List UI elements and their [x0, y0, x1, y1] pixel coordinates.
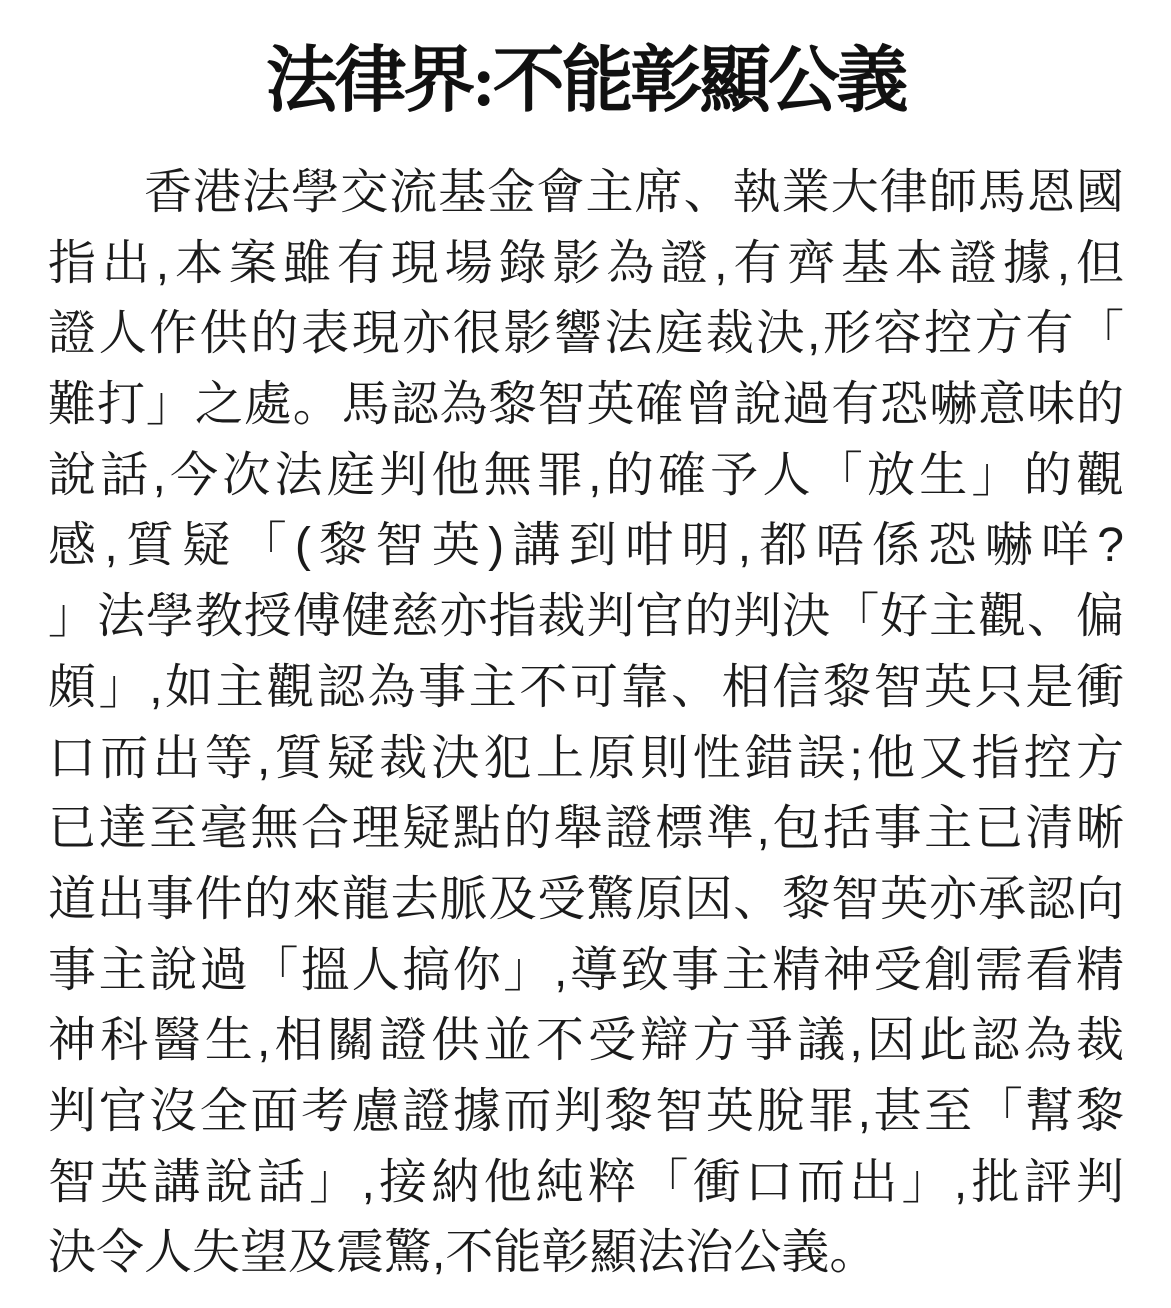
body-line-15: 智英講說話」,接納他純粹「衝口而出」,批評判 [48, 1155, 1124, 1209]
body-line-3: 證人作供的表現亦很影響法庭裁決,形容控方有「 [48, 307, 1124, 361]
body-line-2: 指出,本案雖有現場錄影為證,有齊基本證據,但 [48, 236, 1124, 290]
body-line-4: 難打」之處。馬認為黎智英確曾說過有恐嚇意味的 [48, 378, 1124, 432]
body-line-5: 說話,今次法庭判他無罪,的確予人「放生」的觀 [48, 448, 1124, 502]
body-line-9: 口而出等,質疑裁決犯上原則性錯誤;他又指控方 [48, 731, 1124, 785]
article-headline: 法律界:不能彰顯公義 [265, 41, 906, 121]
body-line-8: 頗」,如主觀認為事主不可靠、相信黎智英只是衝 [48, 660, 1124, 714]
body-line-13: 神科醫生,相關證供並不受辯方爭議,因此認為裁 [48, 1014, 1124, 1068]
body-line-12: 事主說過「搵人搞你」,導致事主精神受創需看精 [48, 943, 1124, 997]
body-line-1: 香港法學交流基金會主席、執業大律師馬恩國 [144, 166, 1124, 219]
body-line-10: 已達至毫無合理疑點的舉證標準,包括事主已清晰 [48, 802, 1124, 856]
body-line-16: 決令人失望及震驚,不能彰顯法治公義。 [48, 1226, 878, 1280]
body-line-6: 感,質疑「(黎智英)講到咁明,都唔係恐嚇咩? [48, 519, 1124, 573]
article-body [48, 158, 1124, 1289]
body-line-14: 判官沒全面考慮證據而判黎智英脫罪,甚至「幫黎 [48, 1084, 1124, 1138]
body-line-7: 」法學教授傅健慈亦指裁判官的判決「好主觀、偏 [48, 590, 1124, 644]
body-line-11: 道出事件的來龍去脈及受驚原因、黎智英亦承認向 [48, 872, 1124, 926]
